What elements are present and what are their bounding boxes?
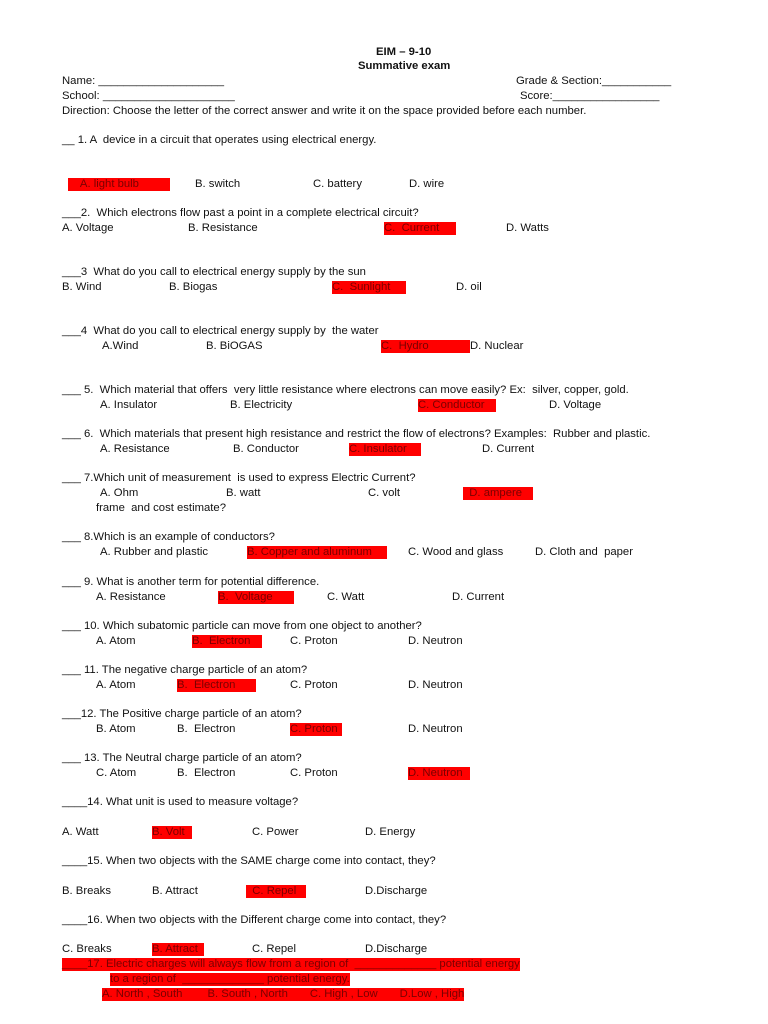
question-3: ___3 What do you call to electrical energy supply by the sun [62, 266, 366, 278]
score-field: Score:_________________ [520, 90, 660, 102]
q7-extra-text: frame and cost estimate? [96, 502, 226, 514]
q12-choice-c: C. Proton [290, 723, 342, 736]
question-13: ___ 13. The Neutral charge particle of an atom? [62, 752, 302, 764]
q12-choice-b: B. Electron [177, 723, 236, 735]
q13-choice-d: D. Neutron [408, 767, 470, 780]
q10-choice-b: B. Electron [192, 635, 262, 648]
exam-title: EIM – 9-10 [376, 46, 432, 58]
q8-choice-b: B. Copper and aluminum [247, 546, 387, 559]
q6-choice-c: C. Insulator [349, 443, 421, 456]
q15-choice-a: B. Breaks [62, 885, 111, 897]
q11-choice-d: D. Neutron [408, 679, 463, 691]
q2-choice-d: D. Watts [506, 222, 549, 234]
q6-choice-a: A. Resistance [100, 443, 170, 455]
directions: Direction: Choose the letter of the correct answer and write it on the space provided before each number. [62, 105, 587, 117]
school-field: School: _____________________ [62, 90, 235, 102]
grade-section-field: Grade & Section:___________ [516, 75, 672, 87]
question-12: ___12. The Positive charge particle of an atom? [62, 708, 302, 720]
q11-choice-c: C. Proton [290, 679, 338, 691]
question-7: ___ 7.Which unit of measurement is used to express Electric Current? [62, 472, 416, 484]
q1-choice-c: C. battery [313, 178, 362, 190]
q3-choice-d: D. oil [456, 281, 482, 293]
question-6: ___ 6. Which materials that present high resistance and restrict the flow of electrons? Examples: Rubber and plastic. [62, 428, 651, 440]
question-2: ___2. Which electrons flow past a point in a complete electrical circuit? [62, 207, 419, 219]
q9-choice-a: A. Resistance [96, 591, 166, 603]
q6-choice-d: D. Current [482, 443, 535, 455]
question-14: ____14. What unit is used to measure voltage? [62, 796, 299, 808]
q12-choice-d: D. Neutron [408, 723, 463, 735]
q4-choice-a: A.Wind [102, 340, 139, 352]
question-9: ___ 9. What is another term for potential difference. [62, 576, 320, 588]
q5-choice-a: A. Insulator [100, 399, 158, 411]
q6-choice-b: B. Conductor [233, 443, 299, 455]
q15-choice-d: D.Discharge [365, 885, 428, 897]
q3-choice-b: B. Biogas [169, 281, 218, 293]
question-16: ____16. When two objects with the Different charge come into contact, they? [62, 914, 447, 926]
q2-choice-b: B. Resistance [188, 222, 258, 234]
question-8: ___ 8.Which is an example of conductors? [62, 531, 275, 543]
q11-choice-b: B. Electron [177, 679, 256, 692]
question-10: ___ 10. Which subatomic particle can move from one object to another? [62, 620, 422, 632]
q14-choice-b: B. Volt [152, 826, 191, 838]
q16-choice-a: C. Breaks [62, 943, 112, 955]
q7-choice-b: B. watt [226, 487, 261, 499]
q16-choice-c: C. Repel [252, 943, 296, 955]
q13-choice-c: C. Proton [290, 767, 338, 779]
q17-choices: A. North , South B. South , North C. High , Low D.Low , High [102, 988, 465, 1000]
q8-choice-a: A. Rubber and plastic [100, 546, 209, 558]
q15-choice-b: B. Attract [152, 885, 198, 897]
q16-choice-b: B. Attract [152, 943, 205, 955]
exam-subtitle: Summative exam [358, 60, 451, 72]
q4-choice-d: D. Nuclear [470, 340, 524, 352]
q2-choice-c: C. Current [384, 222, 456, 235]
question-5: ___ 5. Which material that offers very little resistance where electrons can move easily? Ex: silver, copper, gold. [62, 384, 629, 396]
question-17: ____17. Electric charges will always flow from a region of _____________ potential energy [62, 958, 520, 970]
q4-choice-c: C. Hydro [381, 340, 470, 353]
question-15: ____15. When two objects with the SAME charge come into contact, they? [62, 855, 436, 867]
q5-choice-d: D. Voltage [549, 399, 602, 411]
q12-choice-a: B. Atom [96, 723, 136, 735]
q10-choice-c: C. Proton [290, 635, 338, 647]
q10-choice-d: D. Neutron [408, 635, 463, 647]
question-11: ___ 11. The negative charge particle of an atom? [62, 664, 308, 676]
q16-choice-d: D.Discharge [365, 943, 428, 955]
q7-choice-c: C. volt [368, 487, 401, 499]
q14-choice-a: A. Watt [62, 826, 99, 838]
q14-choice-d: D. Energy [365, 826, 416, 838]
q10-choice-a: A. Atom [96, 635, 136, 647]
q7-choice-d: D. ampere [463, 487, 532, 499]
q2-choice-a: A. Voltage [62, 222, 114, 234]
q1-choice-a: A. light bulb [68, 178, 170, 191]
q14-choice-c: C. Power [252, 826, 299, 838]
q3-choice-c: C. Sunlight [332, 281, 406, 294]
q5-choice-c: C. Conductor [418, 399, 496, 412]
q11-choice-a: A. Atom [96, 679, 136, 691]
question-4: ___4 What do you call to electrical energy supply by the water [62, 325, 379, 337]
q1-choice-b: B. switch [195, 178, 241, 190]
q5-choice-b: B. Electricity [230, 399, 293, 411]
question-1: __ 1. A device in a circuit that operates using electrical energy. [62, 134, 377, 146]
name-field: Name: ____________________ [62, 75, 225, 87]
q9-choice-b: B. Voltage [218, 591, 294, 604]
q13-choice-b: B. Electron [177, 767, 236, 779]
q9-choice-c: C. Watt [327, 591, 365, 603]
question-17-line2: to a region of _____________ potential energy. [110, 973, 350, 985]
q15-choice-c: C. Repel [246, 885, 312, 897]
q3-choice-a: B. Wind [62, 281, 102, 293]
q13-choice-a: C. Atom [96, 767, 137, 779]
q8-choice-d: D. Cloth and paper [535, 546, 633, 558]
q9-choice-d: D. Current [452, 591, 505, 603]
q8-choice-c: C. Wood and glass [408, 546, 504, 558]
q7-choice-a: A. Ohm [100, 487, 139, 499]
q4-choice-b: B. BiOGAS [206, 340, 263, 352]
q1-choice-d: D. wire [409, 178, 445, 190]
